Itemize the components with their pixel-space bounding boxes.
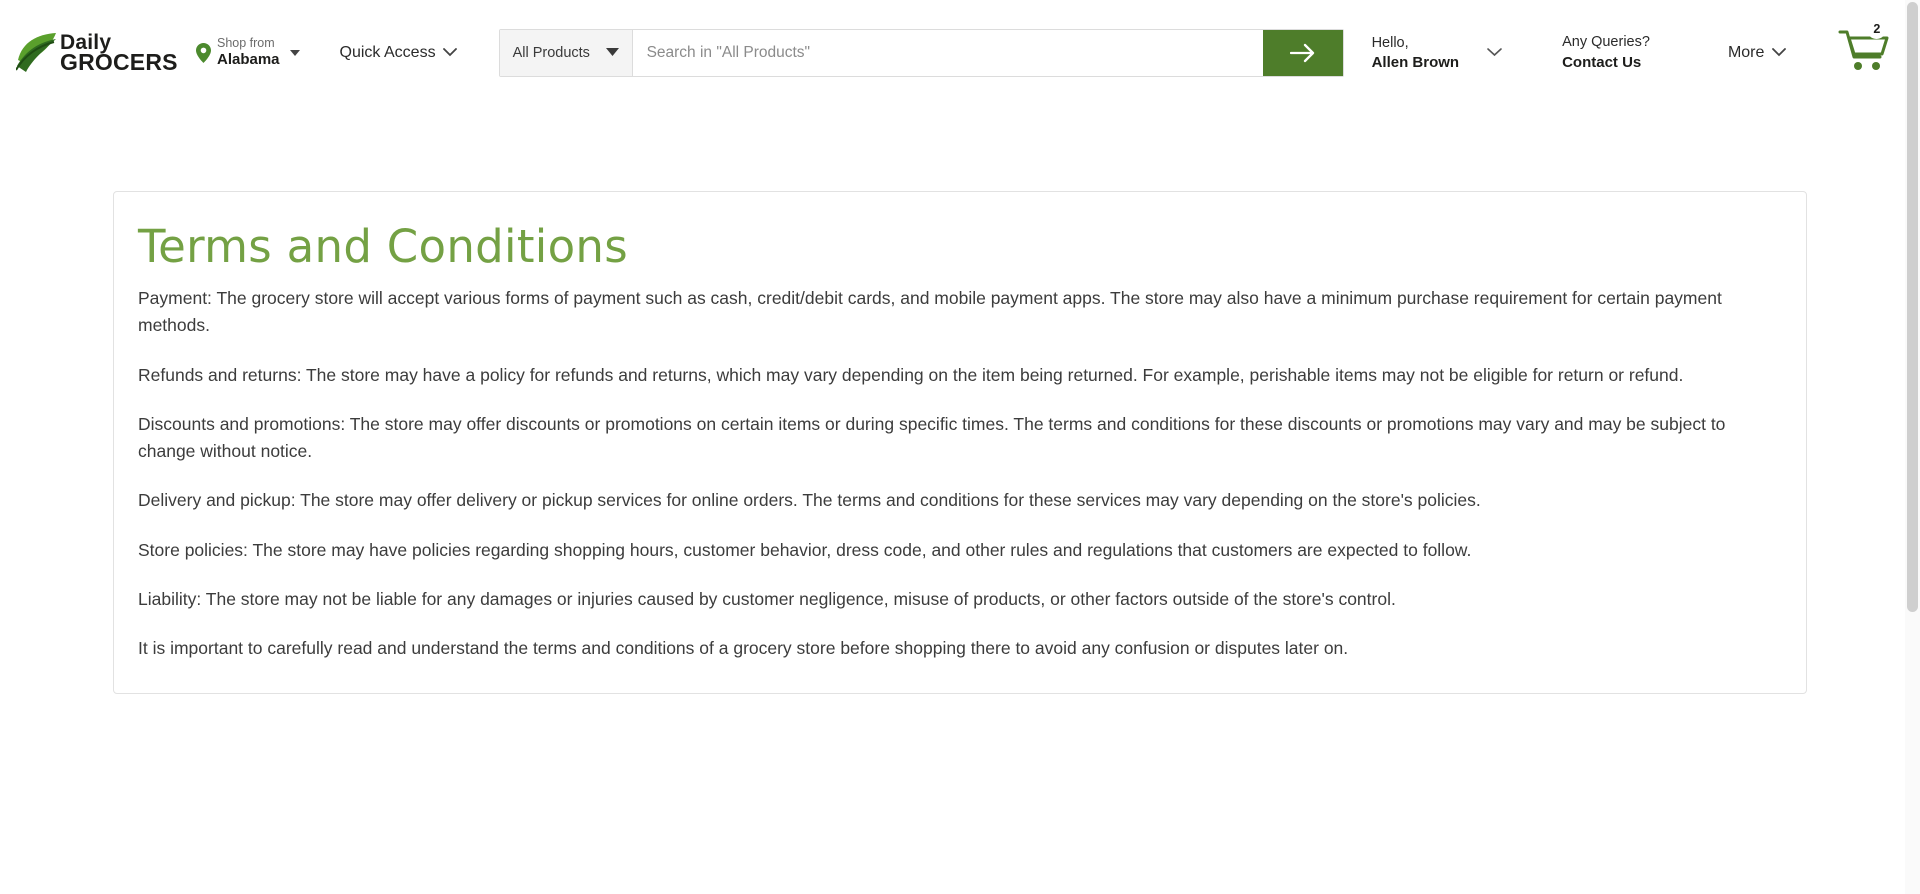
queries-label: Any Queries? [1562, 34, 1650, 51]
chevron-down-icon [1487, 44, 1502, 62]
map-pin-icon [196, 43, 211, 63]
chevron-down-icon [290, 50, 300, 56]
location-selector[interactable] [196, 36, 300, 70]
page-body [0, 191, 1920, 694]
search-bar [499, 29, 1344, 77]
terms-card [113, 191, 1807, 694]
cart-count-badge: 2 [1867, 20, 1886, 39]
page-title: Terms and Conditions [138, 220, 628, 273]
search-category-select[interactable] [500, 30, 633, 76]
terms-paragraph: It is important to carefully read and understand the terms and conditions of a grocery store before shopping there to avoid any confusion or disputes later on. [138, 638, 1349, 659]
terms-paragraph: Refunds and returns: The store may have a policy for refunds and returns, which may vary depending on the item being returned. For example, perishable items may not be eligible for return or refund. [138, 364, 1684, 385]
account-menu[interactable] [1372, 34, 1503, 72]
terms-paragraph: Delivery and pickup: The store may offer delivery or pickup services for online orders. The terms and conditions for these services may vary depending on the store's policies. [138, 490, 1481, 511]
terms-paragraph: Payment: The grocery store will accept various forms of payment such as cash, credit/debit cards, and mobile payment apps. The store may also have a minimum purchase requirement for certain payment methods. [138, 288, 1722, 336]
quick-access-menu[interactable] [340, 44, 457, 62]
terms-paragraph: Liability: The store may not be liable for any damages or injuries caused by customer negligence, misuse of products, or other factors outside of the store's control. [138, 589, 1396, 610]
page-scrollbar[interactable] [1905, 0, 1920, 894]
location-value: Alabama [217, 51, 280, 69]
logo-line1: Daily [60, 31, 112, 54]
arrow-right-icon [1290, 43, 1316, 63]
scrollbar-thumb[interactable] [1907, 2, 1918, 612]
search-category-value: All Products [512, 45, 590, 61]
leaf-logo-icon [16, 30, 58, 76]
contact-us-link[interactable]: Contact Us [1562, 53, 1642, 71]
account-greeting: Hello, [1371, 34, 1409, 51]
caret-down-icon [606, 45, 619, 61]
search-input[interactable] [633, 30, 1263, 76]
terms-paragraph: Discounts and promotions: The store may offer discounts or promotions on certain items or during specific times. The terms and conditions for these discounts or promotions may vary and may be subject to change without notice. [138, 413, 1726, 462]
more-menu[interactable] [1728, 44, 1786, 62]
search-submit-button[interactable] [1263, 30, 1343, 76]
cart-button[interactable] [1838, 22, 1890, 79]
site-header [0, 0, 1920, 106]
chevron-down-icon [1772, 44, 1786, 62]
chevron-down-icon [443, 44, 457, 62]
site-logo[interactable] [10, 30, 178, 76]
quick-access-label: Quick Access [339, 44, 436, 61]
location-label: Shop from [217, 35, 275, 50]
account-name: Allen Brown [1371, 53, 1460, 71]
more-label: More [1727, 44, 1765, 61]
logo-line2: GROCERS [60, 49, 178, 75]
terms-paragraph: Store policies: The store may have policies regarding shopping hours, customer behavior, dress code, and other rules and regulations that customers are expected to follow. [138, 539, 1472, 560]
contact-us-block[interactable] [1562, 33, 1650, 73]
